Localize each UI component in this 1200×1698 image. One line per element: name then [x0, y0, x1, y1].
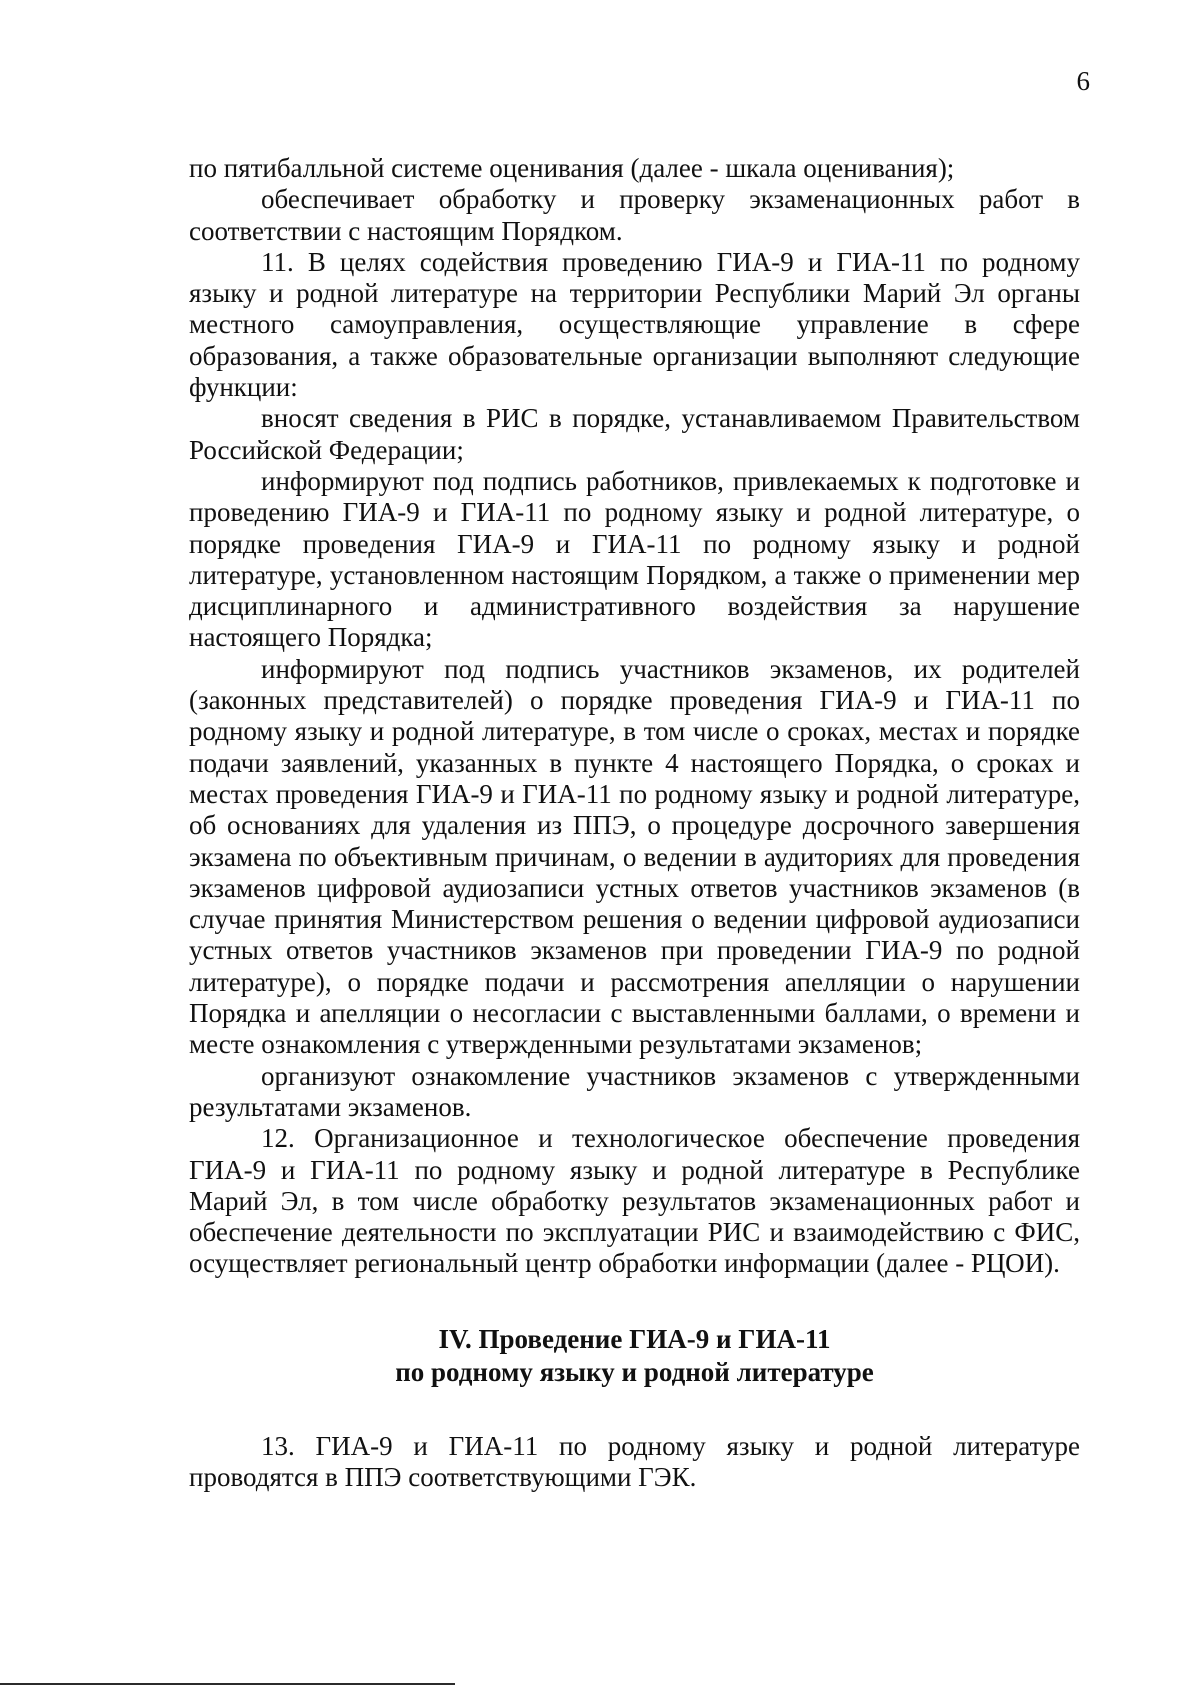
paragraphs-after-heading — [189, 1431, 1080, 1494]
section-heading-line-1: IV. Проведение ГИА-9 и ГИА-11 — [438, 1323, 831, 1354]
section-heading-line-2: по родному языку и родной литературе — [395, 1356, 874, 1387]
page-number: 6 — [1076, 66, 1090, 96]
paragraph: 12. Организационное и технологическое обеспечение проведения ГИА-9 и ГИА-11 по родному языку и родной литературе в Республике Марий Эл, в том числе обработку результатов экзаменационных работ и обеспечение деятельности по эксплуатации РИС и взаимодействию с ФИС, осуществляет региональный центр обработки информации (далее - РЦОИ). — [189, 1123, 1080, 1279]
paragraph: вносят сведения в РИС в порядке, устанавливаемом Правительством Российской Федерации; — [189, 403, 1080, 465]
paragraph: 13. ГИА-9 и ГИА-11 по родному языку и родной литературе проводятся в ППЭ соответствующими ГЭК. — [189, 1430, 1080, 1492]
paragraph: информируют под подпись участников экзаменов, их родителей (законных представителей) о порядке проведения ГИА-9 и ГИА-11 по родному языку и родной литературе, в том числе о сроках, местах и порядке подачи заявлений, указанных в пункте 4 настоящего Порядка, о сроках и местах проведения ГИА-9 и ГИА-11 по родному языку и родной литературе, об основаниях для удаления из ППЭ, о процедуре досрочного завершения экзамена по объективным причинам, о ведении в аудиториях для проведения экзаменов цифровой аудиозаписи устных ответов участников экзаменов (в случае принятия Министерством решения о ведении цифровой аудиозаписи устных ответов участников экзаменов при проведении ГИА-9 по родной литературе), о порядке подачи и рассмотрения апелляции о нарушении Порядка и апелляции о несогласии с выставленными баллами, о времени и месте ознакомления с утвержденными результатами экзаменов; — [189, 653, 1080, 1060]
paragraph: 11. В целях содействия проведению ГИА-9 и ГИА-11 по родному языку и родной литературе на территории Республики Марий Эл органы местного самоуправления, осуществляющие управление в сфере образования, а также образовательные организации выполняют следующие функции: — [189, 246, 1080, 403]
section-heading — [189, 1323, 1080, 1389]
paragraph: организуют ознакомление участников экзаменов с утвержденными результатами экзаменов. — [189, 1060, 1080, 1122]
paragraph: обеспечивает обработку и проверку экзаменационных работ в соответствии с настоящим Порядком. — [189, 184, 1080, 246]
paragraphs-before-heading — [189, 153, 1080, 1280]
document-body — [189, 153, 1080, 1493]
paragraph: по пятибалльной системе оценивания (далее - шкала оценивания); — [189, 153, 955, 183]
footer-rule — [0, 1683, 455, 1685]
paragraph: информируют под подпись работников, привлекаемых к подготовке и проведению ГИА-9 и ГИА-11 по родному языку и родной литературе, о порядке проведения ГИА-9 и ГИА-11 по родному языку и родной литературе, установленном настоящим Порядком, а также о применении мер дисциплинарного и административного воздействия за нарушение настоящего Порядка; — [189, 465, 1080, 653]
